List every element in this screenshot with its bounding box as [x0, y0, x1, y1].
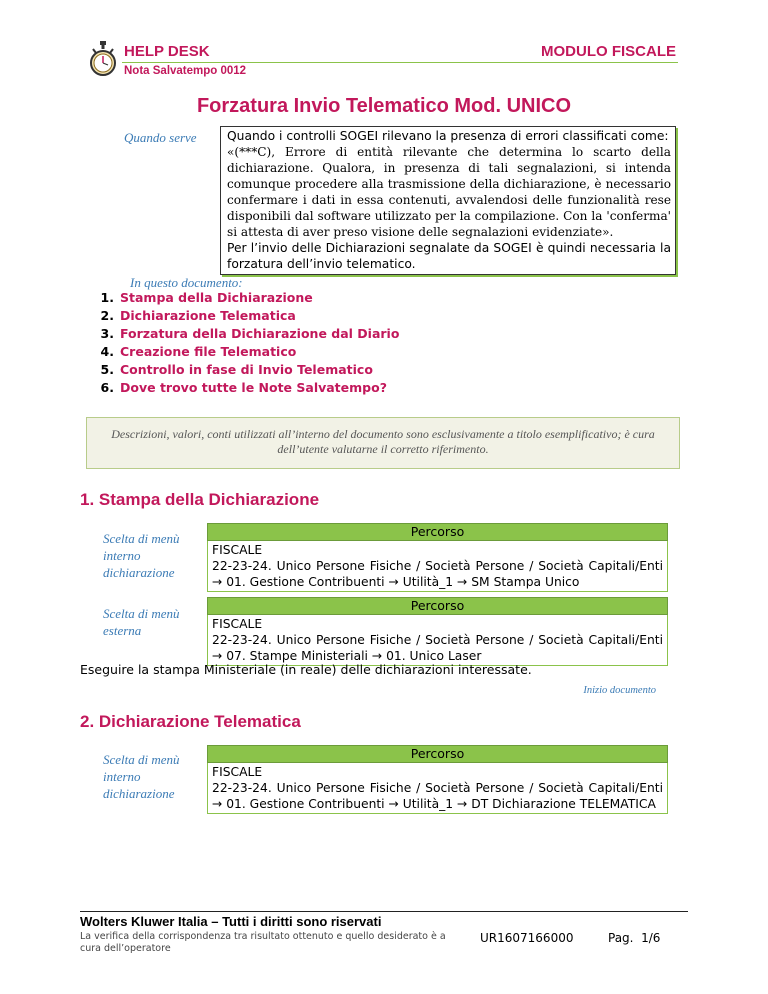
footer-company: Wolters Kluwer Italia – Tutti i diritti sono riservati	[80, 914, 382, 929]
section1-menu2-line1: FISCALE	[212, 617, 263, 631]
when-quote: «(***C), Errore di entità rilevante che determina lo scarto della dichiarazione. Qualora, in presenza di tali segnalazioni, si intenda comunque procedere alla trasmissione della dichiarazione, è necessario confermare i dati in essa contenuti, avvalendosi delle funzionalità rese disponibili dal software utilizzato per la compilazione. Con la 'conferma' si attesta di aver preso visione delle segnalazioni evidenziate».	[227, 145, 671, 239]
section2-menu1-body	[207, 763, 668, 814]
section1-menu2-line2: 22-23-24. Unico Persone Fisiche / Società Persone / Società Capitali/Enti → 07. Stampe Ministeriali → 01. Unico Laser	[212, 633, 663, 663]
section2-menu1-header: Percorso	[207, 745, 668, 763]
when-line1: Quando i controlli SOGEI rilevano la presenza di errori classificati come:	[227, 129, 669, 143]
toc-item-4[interactable]: 4. Creazione file Telematico	[100, 344, 297, 359]
section1-menu2-body	[207, 615, 668, 666]
toc-item-6[interactable]: 6. Dove trovo tutte le Note Salvatempo?	[100, 380, 387, 395]
section1-menu2-header: Percorso	[207, 597, 668, 615]
disclaimer-text: Descrizioni, valori, conti utilizzati all’interno del documento sono esclusivamente a titolo esemplificativo; è cura dell’utente valutarne il corretto riferimento.	[111, 427, 655, 456]
section1-menu1-header: Percorso	[207, 523, 668, 541]
when-line2: Per l’invio delle Dichiarazioni segnalate da SOGEI è quindi necessaria la forzatura dell’invio telematico.	[227, 241, 671, 271]
toc-list	[96, 289, 399, 397]
toc-item-1[interactable]: 1. Stampa della Dichiarazione	[100, 290, 313, 305]
section1-note: Eseguire la stampa Ministeriale (in reale) delle dichiarazioni interessate.	[80, 662, 532, 677]
toc-item-2[interactable]: 2. Dichiarazione Telematica	[100, 308, 296, 323]
section2-title: 2. Dichiarazione Telematica	[80, 712, 301, 731]
section1-menu1-line2: 22-23-24. Unico Persone Fisiche / Società Persone / Società Capitali/Enti → 01. Gestione Contribuenti → Utilità_1 → SM Stampa Unico	[212, 559, 663, 589]
page-title: Forzatura Invio Telematico Mod. UNICO	[196, 95, 572, 117]
header-right-title: MODULO FISCALE	[541, 43, 676, 60]
footer-page: Pag. 1/6	[608, 931, 661, 945]
section1-menu2-box	[207, 597, 668, 666]
section1-menu2-label: Scelta di menù esterna	[103, 606, 180, 638]
disclaimer-box	[86, 417, 680, 469]
header-divider	[122, 62, 678, 63]
footer-note: La verifica della corrispondenza tra risultato ottenuto e quello desiderato è a cura dell’operatore	[80, 931, 446, 954]
stopwatch-icon	[88, 40, 118, 78]
footer-code: UR1607166000	[480, 931, 574, 945]
section1-title: 1. Stampa della Dichiarazione	[80, 490, 320, 509]
toc-heading: In questo documento:	[130, 275, 243, 290]
section1-menu1-line1: FISCALE	[212, 543, 263, 557]
section2-menu1-line2: 22-23-24. Unico Persone Fisiche / Società Persone / Società Capitali/Enti → 01. Gestione Contribuenti → Utilità_1 → DT Dichiarazione TELEMATICA	[212, 781, 663, 811]
toc-item-3[interactable]: 3. Forzatura della Dichiarazione dal Diario	[100, 326, 400, 341]
back-to-top-link[interactable]: Inizio documento	[583, 685, 656, 696]
when-label: Quando serve	[124, 130, 197, 145]
section1-menu1-label: Scelta di menù interno dichiarazione	[103, 531, 180, 580]
section2-menu1-box	[207, 745, 668, 814]
section1-menu1-body	[207, 541, 668, 592]
toc-item-5[interactable]: 5. Controllo in fase di Invio Telematico	[100, 362, 373, 377]
header-left-title: HELP DESK	[124, 43, 210, 60]
when-box	[220, 126, 676, 275]
header-subtitle: Nota Salvatempo 0012	[124, 65, 247, 77]
section2-menu1-label: Scelta di menù interno dichiarazione	[103, 752, 180, 801]
section2-menu1-line1: FISCALE	[212, 765, 263, 779]
section1-menu1-box	[207, 523, 668, 592]
footer-divider	[80, 911, 688, 912]
